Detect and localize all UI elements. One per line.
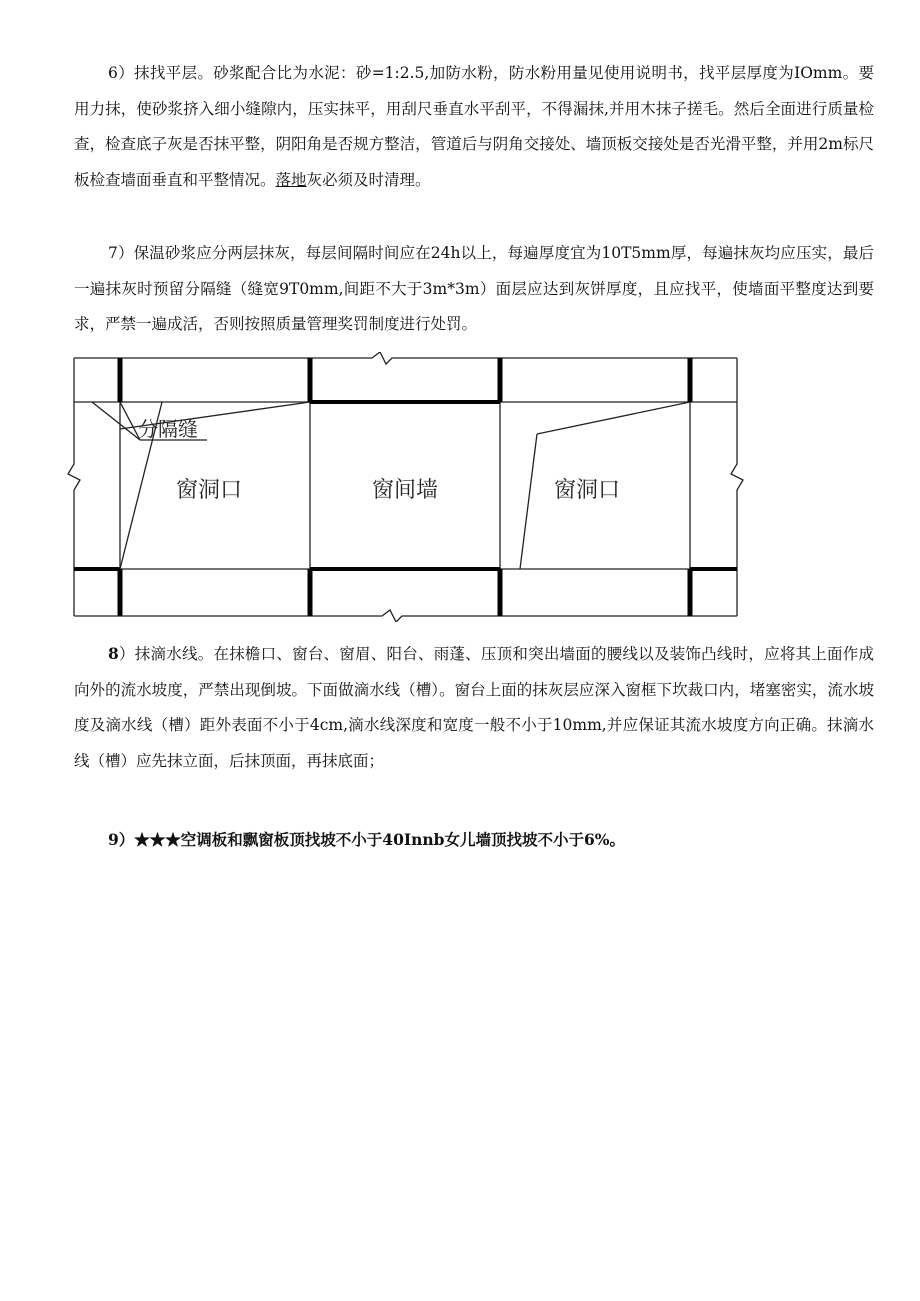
- label-partition-gap: 分隔缝: [138, 417, 198, 441]
- paragraph-8-number: 8: [108, 644, 119, 663]
- paragraph-7: 7）保温砂浆应分两层抹灰，每层间隔时间应在24h以上，每遍厚度宜为10T5mm厚，每遍抹灰均应压实，最后一遍抹灰时预留分隔缝（缝宽9T0mm,间距不大于3m*3m）面层应达到灰饼厚度，且应找平，使墙面平整度达到要求，严禁一遍成活，否则按照质量管理奖罚制度进行处罚。: [74, 244, 874, 333]
- partition-gap-diagram: [62, 352, 752, 622]
- paragraph-8: [74, 636, 874, 779]
- paragraph-6-text: 6）抹找平层。砂浆配合比为水泥：砂=1:2.5,加防水粉，防水粉用量见使用说明书，找平层厚度为IOmm。要用力抹，使砂浆挤入细小缝隙内，压实抹平，用刮尺垂直水平刮平，不得漏抹,并用木抹子搓毛。然后全面进行质量检查，检查底子灰是否抹平整，阴阳角是否规方整洁，管道后与阴角交接处、墙顶板交接处是否光滑平整，并用2m标尺板检查墙面垂直和平整情况。: [74, 64, 874, 189]
- paragraph-8-text: ）抹滴水线。在抹檐口、窗台、窗眉、阳台、雨蓬、压顶和突出墙面的腰线以及装饰凸线时，应将其上面作成向外的流水坡度，严禁出现倒坡。下面做滴水线（槽）。窗台上面的抹灰层应深入窗框下坎裁口内，堵塞密实，流水坡度及滴水线（槽）距外表面不小于4cm,滴水线深度和宽度一般不小于10mm,并应保证其流水坡度方向正确。抹滴水线（槽）应先抹立面，后抹顶面，再抹底面；: [74, 645, 874, 770]
- paragraph-9: 9）★★★空调板和飘窗板顶找坡不小于40Innb女儿墙顶找坡不小于6%。: [108, 830, 625, 849]
- paragraph-6: [74, 56, 874, 198]
- paragraph-6-tail: 灰必须及时清理。: [306, 170, 431, 189]
- label-window-opening-left: 窗洞口: [176, 478, 243, 503]
- underlined-term: 落地: [275, 170, 307, 189]
- label-window-wall: 窗间墙: [372, 478, 439, 503]
- label-window-opening-right: 窗洞口: [554, 478, 621, 503]
